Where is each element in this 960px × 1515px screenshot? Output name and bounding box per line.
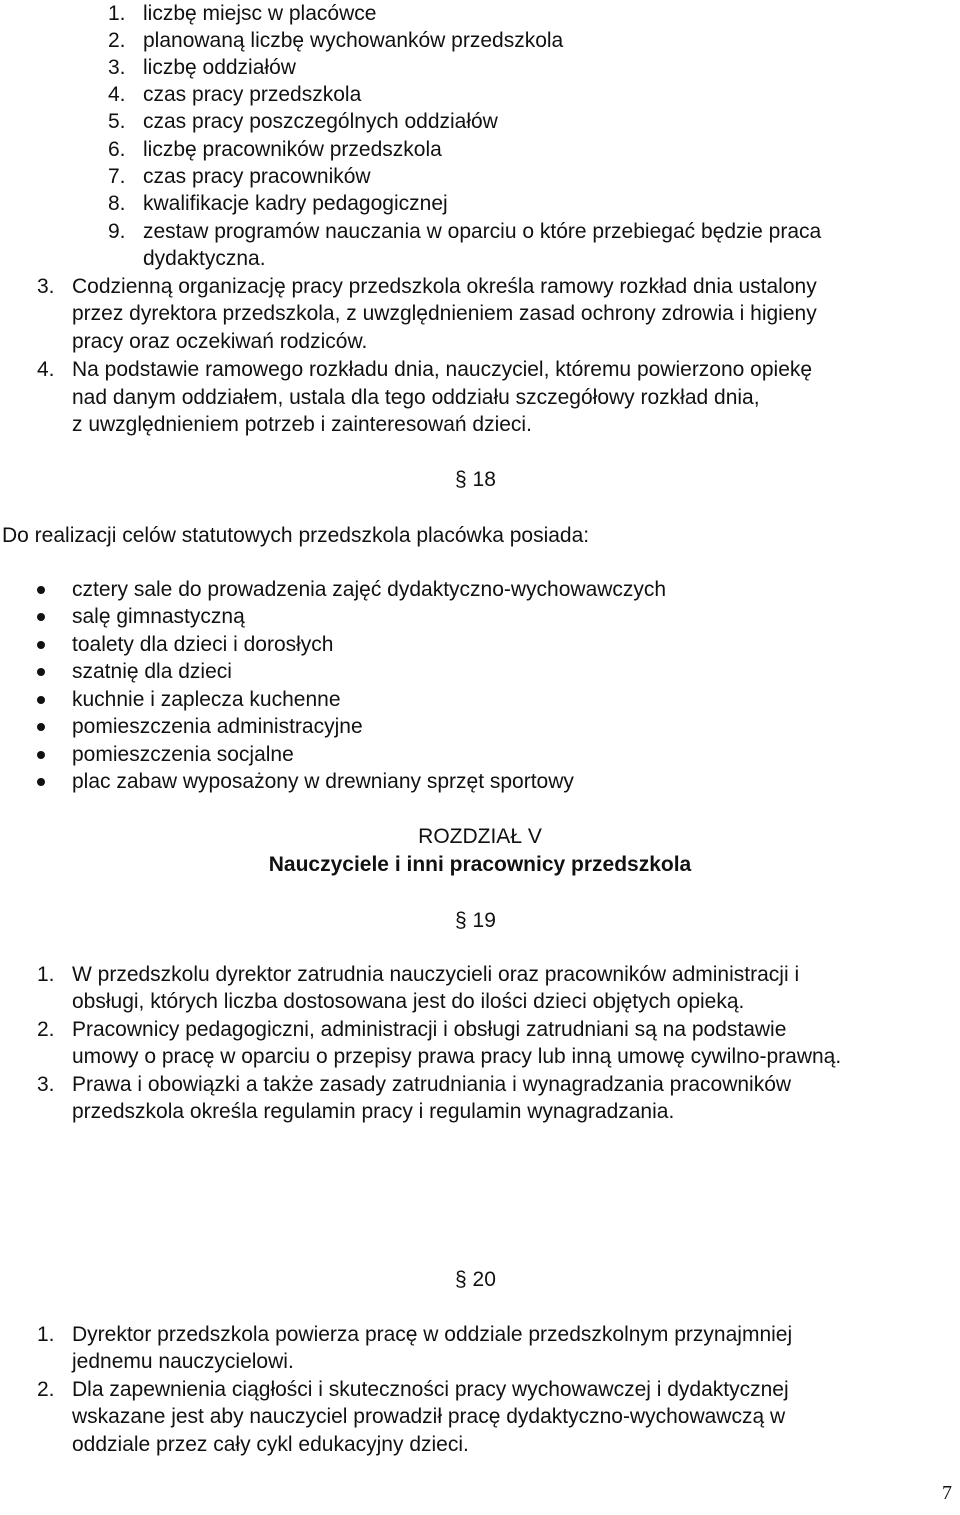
item-line: Prawa i obowiązki a także zasady zatrudniania i wynagradzania pracowników [72, 1073, 792, 1096]
list-item-number: 2. [108, 29, 126, 52]
bullet-icon [37, 723, 45, 731]
list-item-number: 9. [108, 220, 126, 243]
item-line: Dla zapewnienia ciągłości i skuteczności pracy wychowawczej i dydaktycznej [72, 1378, 789, 1401]
page-number: 7 [942, 1482, 952, 1504]
list-item: liczbę oddziałów [143, 56, 296, 79]
list-item-number: 7. [108, 165, 126, 188]
bullet-item: kuchnie i zaplecza kuchenne [72, 688, 341, 711]
paragraph-line: przez dyrektora przedszkola, z uwzględnieniem zasad ochrony zdrowia i higieny [72, 302, 817, 325]
chapter-subtitle: Nauczyciele i inni pracownicy przedszkola [268, 853, 692, 876]
section-intro: Do realizacji celów statutowych przedszkola placówka posiada: [2, 524, 590, 547]
bullet-item: plac zabaw wyposażony w drewniany sprzęt sportowy [72, 770, 574, 793]
bullet-item: szatnię dla dzieci [72, 660, 232, 683]
list-item: czas pracy przedszkola [143, 83, 362, 106]
paragraph-line: Na podstawie ramowego rozkładu dnia, nauczyciel, któremu powierzono opiekę [72, 358, 813, 381]
bullet-icon [37, 613, 45, 621]
paragraph-line: z uwzględnieniem potrzeb i zainteresowań dzieci. [72, 413, 532, 436]
bullet-icon [37, 641, 45, 649]
section-heading-19: § 19 [455, 909, 496, 932]
bullet-item: pomieszczenia administracyjne [72, 715, 363, 738]
list-item: planowaną liczbę wychowanków przedszkola [143, 29, 564, 52]
list-item-number: 6. [108, 138, 126, 161]
list-item-number: 1. [108, 2, 126, 25]
bullet-item: salę gimnastyczną [72, 605, 245, 628]
item-number: 1. [37, 963, 55, 986]
bullet-item: cztery sale do prowadzenia zajęć dydaktyczno-wychowawczych [72, 578, 667, 601]
item-number: 1. [37, 1323, 55, 1346]
bullet-item: pomieszczenia socjalne [72, 743, 294, 766]
item-line: Pracownicy pedagogiczni, administracji i obsługi zatrudniani są na podstawie [72, 1018, 787, 1041]
bullet-icon [37, 696, 45, 704]
list-item-number: 4. [108, 83, 126, 106]
bullet-icon [37, 778, 45, 786]
bullet-item: toalety dla dzieci i dorosłych [72, 633, 334, 656]
item-line: W przedszkolu dyrektor zatrudnia nauczycieli oraz pracowników administracji i [72, 963, 800, 986]
item-line: oddziale przez cały cykl edukacyjny dzieci. [72, 1433, 469, 1456]
paragraph-line: pracy oraz oczekiwań rodziców. [72, 330, 368, 353]
item-number: 2. [37, 1378, 55, 1401]
list-item: czas pracy pracowników [143, 165, 371, 188]
list-item-number: 5. [108, 110, 126, 133]
list-item: kwalifikacje kadry pedagogicznej [143, 192, 448, 215]
list-item-number: 8. [108, 192, 126, 215]
list-item-number: 3. [108, 56, 126, 79]
section-heading-18: § 18 [455, 468, 496, 491]
item-line: przedszkola określa regulamin pracy i regulamin wynagradzania. [72, 1100, 675, 1123]
paragraph-number: 3. [37, 275, 55, 298]
bullet-icon [37, 586, 45, 594]
item-line: jednemu nauczycielowi. [72, 1350, 294, 1373]
bullet-icon [37, 751, 45, 759]
item-line: wskazane jest aby nauczyciel prowadził pracę dydaktyczno-wychowawczą w [72, 1405, 786, 1428]
item-number: 2. [37, 1018, 55, 1041]
item-line: obsługi, których liczba dostosowana jest do ilości dzieci objętych opieką. [72, 990, 745, 1013]
paragraph-line: nad danym oddziałem, ustala dla tego oddziału szczegółowy rozkład dnia, [72, 386, 760, 409]
paragraph-line: Codzienną organizację pracy przedszkola określa ramowy rozkład dnia ustalony [72, 275, 817, 298]
list-item: liczbę miejsc w placówce [143, 2, 377, 25]
item-number: 3. [37, 1073, 55, 1096]
bullet-icon [37, 668, 45, 676]
section-heading-20: § 20 [455, 1268, 496, 1291]
chapter-title: ROZDZIAŁ V [418, 825, 542, 848]
item-line: Dyrektor przedszkola powierza pracę w oddziale przedszkolnym przynajmniej [72, 1323, 793, 1346]
paragraph-number: 4. [37, 358, 55, 381]
item-line: umowy o pracę w oparciu o przepisy prawa pracy lub inną umowę cywilno-prawną. [72, 1045, 842, 1068]
list-item-continuation: dydaktyczna. [143, 247, 266, 270]
list-item: zestaw programów nauczania w oparciu o które przebiegać będzie praca [143, 220, 822, 243]
list-item: liczbę pracowników przedszkola [143, 138, 442, 161]
list-item: czas pracy poszczególnych oddziałów [143, 110, 498, 133]
